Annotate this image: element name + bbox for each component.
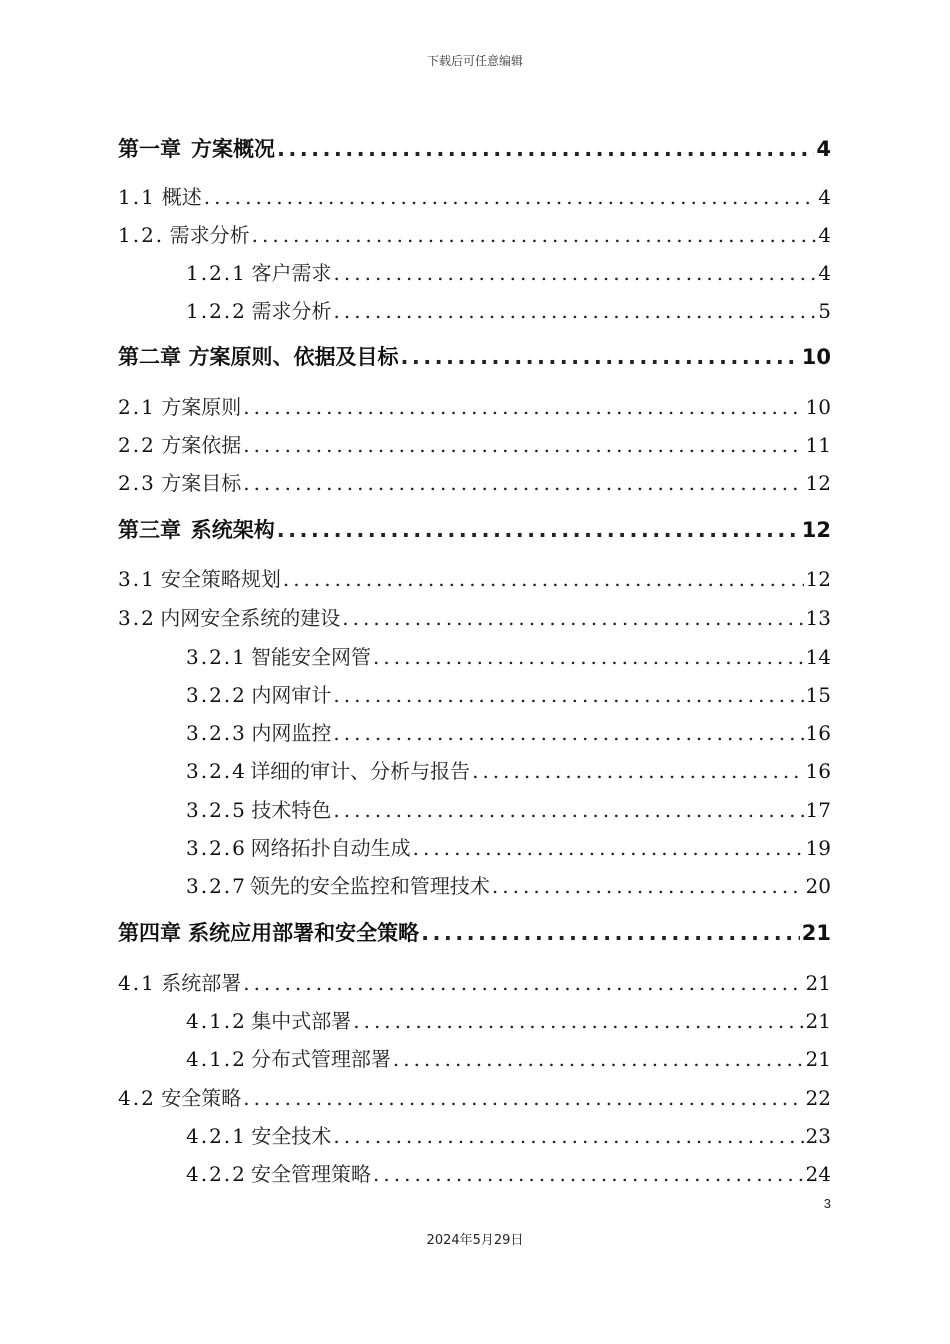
toc-chapter-entry[interactable]: [0, 133, 950, 163]
toc-entry-number: 4.1.2: [186, 1047, 247, 1071]
toc-entry-page: 12: [805, 567, 831, 591]
toc-entry-page: 21: [805, 971, 831, 995]
toc-entry-page: 4: [818, 223, 831, 247]
toc-section-entry[interactable]: [0, 1081, 950, 1111]
toc-entry-title: 方案概况: [191, 137, 276, 161]
toc-dot-leader: [373, 645, 804, 669]
toc-dot-leader: [243, 395, 803, 419]
toc-dot-leader: [333, 721, 803, 745]
toc-section-entry[interactable]: [0, 562, 950, 592]
toc-entry-title: 分布式管理部署: [250, 1047, 391, 1071]
toc-entry-number: 3.2.6: [186, 836, 247, 860]
toc-subsection-entry[interactable]: [0, 831, 950, 861]
toc-section-entry[interactable]: [0, 428, 950, 458]
toc-subsection-entry[interactable]: [0, 754, 950, 784]
toc-section-entry[interactable]: [0, 180, 950, 210]
toc-entry-page: 21: [805, 1009, 831, 1033]
toc-chapter-entry[interactable]: [0, 917, 950, 947]
toc-subsection-entry[interactable]: [0, 1042, 950, 1072]
toc-subsection-entry[interactable]: [0, 1119, 950, 1149]
toc-entry-number: 第二章: [118, 345, 181, 369]
toc-entry-page: 4: [818, 261, 831, 285]
toc-entry-number: 3.2.1: [186, 645, 247, 669]
toc-entry-page: 4: [816, 137, 831, 161]
toc-entry-title: 网络拓扑自动生成: [250, 836, 411, 860]
toc-dot-leader: [243, 471, 803, 495]
toc-entry-title: 智能安全网管: [251, 645, 372, 669]
toc-subsection-entry[interactable]: [0, 716, 950, 746]
toc-dot-leader: [243, 1086, 803, 1110]
toc-entry-number: 4.2.2: [186, 1162, 247, 1186]
toc-dot-leader: [333, 798, 803, 822]
toc-entry-page: 4: [818, 185, 831, 209]
toc-entry-page: 21: [805, 1047, 831, 1071]
toc-dot-leader: [413, 836, 804, 860]
toc-entry-title: 系统架构: [190, 518, 275, 542]
toc-dot-leader: [421, 921, 800, 945]
toc-entry-number: 3.2.5: [186, 798, 247, 822]
toc-entry-title: 领先的安全监控和管理技术: [249, 874, 490, 898]
toc-dot-leader: [277, 518, 800, 542]
toc-entry-number: 2.1: [118, 395, 156, 419]
toc-section-entry[interactable]: [0, 390, 950, 420]
toc-entry-number: 4.1.2: [186, 1009, 247, 1033]
toc-entry-title: 概述: [161, 185, 202, 209]
toc-entry-title: 安全策略规划: [160, 567, 281, 591]
toc-entry-page: 23: [805, 1124, 831, 1148]
toc-section-entry[interactable]: [0, 218, 950, 248]
toc-entry-title: 安全管理策略: [251, 1162, 372, 1186]
toc-entry-number: 3.2.3: [186, 721, 247, 745]
toc-entry-number: 3.2.7: [186, 874, 247, 898]
toc-entry-page: 24: [805, 1162, 831, 1186]
toc-entry-title: 方案目标: [161, 471, 242, 495]
toc-entry-title: 方案原则: [161, 395, 242, 419]
toc-dot-leader: [472, 759, 803, 783]
toc-entry-number: 1.2.2: [186, 299, 247, 323]
toc-subsection-entry[interactable]: [0, 1004, 950, 1034]
toc-entry-title: 内网安全系统的建设: [160, 606, 341, 630]
toc-entry-page: 14: [805, 645, 831, 669]
toc-section-entry[interactable]: [0, 966, 950, 996]
toc-dot-leader: [283, 567, 804, 591]
toc-dot-leader: [243, 433, 803, 457]
toc-entry-number: 4.2: [118, 1086, 156, 1110]
toc-entry-number: 3.2: [118, 606, 156, 630]
toc-entry-title: 需求分析: [169, 223, 250, 247]
toc-entry-title: 方案依据: [161, 433, 242, 457]
toc-entry-title: 技术特色: [251, 798, 332, 822]
toc-entry-page: 15: [805, 683, 831, 707]
toc-entry-title: 安全策略: [161, 1086, 242, 1110]
toc-dot-leader: [400, 345, 799, 369]
toc-entry-page: 13: [805, 606, 831, 630]
toc-entry-page: 5: [818, 299, 831, 323]
toc-entry-title: 内网审计: [251, 683, 332, 707]
toc-subsection-entry[interactable]: [0, 640, 950, 670]
toc-dot-leader: [334, 261, 817, 285]
toc-entry-page: 10: [805, 395, 831, 419]
toc-entry-page: 10: [801, 345, 831, 369]
toc-entry-number: 1.1: [118, 185, 156, 209]
toc-entry-page: 22: [805, 1086, 831, 1110]
header-note: 下载后可任意编辑: [426, 54, 523, 68]
toc-dot-leader: [353, 1009, 803, 1033]
toc-entry-number: 3.2.4: [186, 759, 247, 783]
toc-entry-page: 17: [805, 798, 831, 822]
toc-entry-page: 16: [805, 759, 831, 783]
toc-dot-leader: [333, 1124, 803, 1148]
toc-dot-leader: [334, 299, 817, 323]
toc-entry-page: 12: [801, 518, 831, 542]
toc-dot-leader: [333, 683, 803, 707]
toc-entry-number: 第一章: [118, 137, 181, 161]
toc-subsection-entry[interactable]: [0, 256, 950, 286]
toc-entry-page: 19: [805, 836, 831, 860]
toc-subsection-entry[interactable]: [0, 294, 950, 324]
toc-subsection-entry[interactable]: [0, 869, 950, 899]
toc-chapter-entry[interactable]: [0, 341, 950, 371]
toc-entry-page: 21: [801, 921, 831, 945]
toc-dot-leader: [342, 606, 803, 630]
toc-subsection-entry[interactable]: [0, 793, 950, 823]
toc-entry-number: 1.2.: [118, 223, 165, 247]
toc-entry-title: 系统应用部署和安全策略: [188, 921, 420, 945]
toc-entry-title: 安全技术: [251, 1124, 332, 1148]
toc-subsection-entry[interactable]: [0, 678, 950, 708]
toc-entry-title: 集中式部署: [251, 1009, 352, 1033]
toc-entry-number: 2.3: [118, 471, 156, 495]
toc-dot-leader: [243, 971, 803, 995]
toc-dot-leader: [373, 1162, 804, 1186]
footer-date: 2024年5月29日: [426, 1233, 524, 1248]
toc-dot-leader: [204, 185, 817, 209]
toc-entry-number: 3.2.2: [186, 683, 247, 707]
toc-entry-number: 4.1: [118, 971, 156, 995]
toc-entry-title: 需求分析: [251, 299, 332, 323]
toc-entry-number: 2.2: [118, 433, 156, 457]
toc-entry-title: 客户需求: [251, 261, 332, 285]
toc-entry-page: 11: [805, 433, 831, 457]
toc-dot-leader: [277, 137, 814, 161]
toc-dot-leader: [252, 223, 817, 247]
toc-entry-number: 第三章: [118, 518, 181, 542]
toc-entry-number: 第四章: [118, 921, 181, 945]
page-number: 3: [823, 1196, 831, 1211]
toc-entry-title: 内网监控: [251, 721, 332, 745]
toc-chapter-entry[interactable]: [0, 514, 950, 544]
toc-entry-title: 详细的审计、分析与报告: [250, 759, 471, 783]
toc-dot-leader: [393, 1047, 804, 1071]
toc-entry-number: 4.2.1: [186, 1124, 247, 1148]
toc-entry-page: 16: [805, 721, 831, 745]
toc-section-entry[interactable]: [0, 466, 950, 496]
toc-entry-title: 方案原则、依据及目标: [188, 345, 399, 369]
toc-entry-title: 系统部署: [161, 971, 242, 995]
toc-entry-page: 20: [805, 874, 831, 898]
toc-entry-number: 3.1: [118, 567, 156, 591]
toc-entry-page: 12: [805, 471, 831, 495]
toc-entry-number: 1.2.1: [186, 261, 247, 285]
toc-dot-leader: [492, 874, 804, 898]
toc-subsection-entry[interactable]: [0, 1157, 950, 1187]
toc-section-entry[interactable]: [0, 601, 950, 631]
